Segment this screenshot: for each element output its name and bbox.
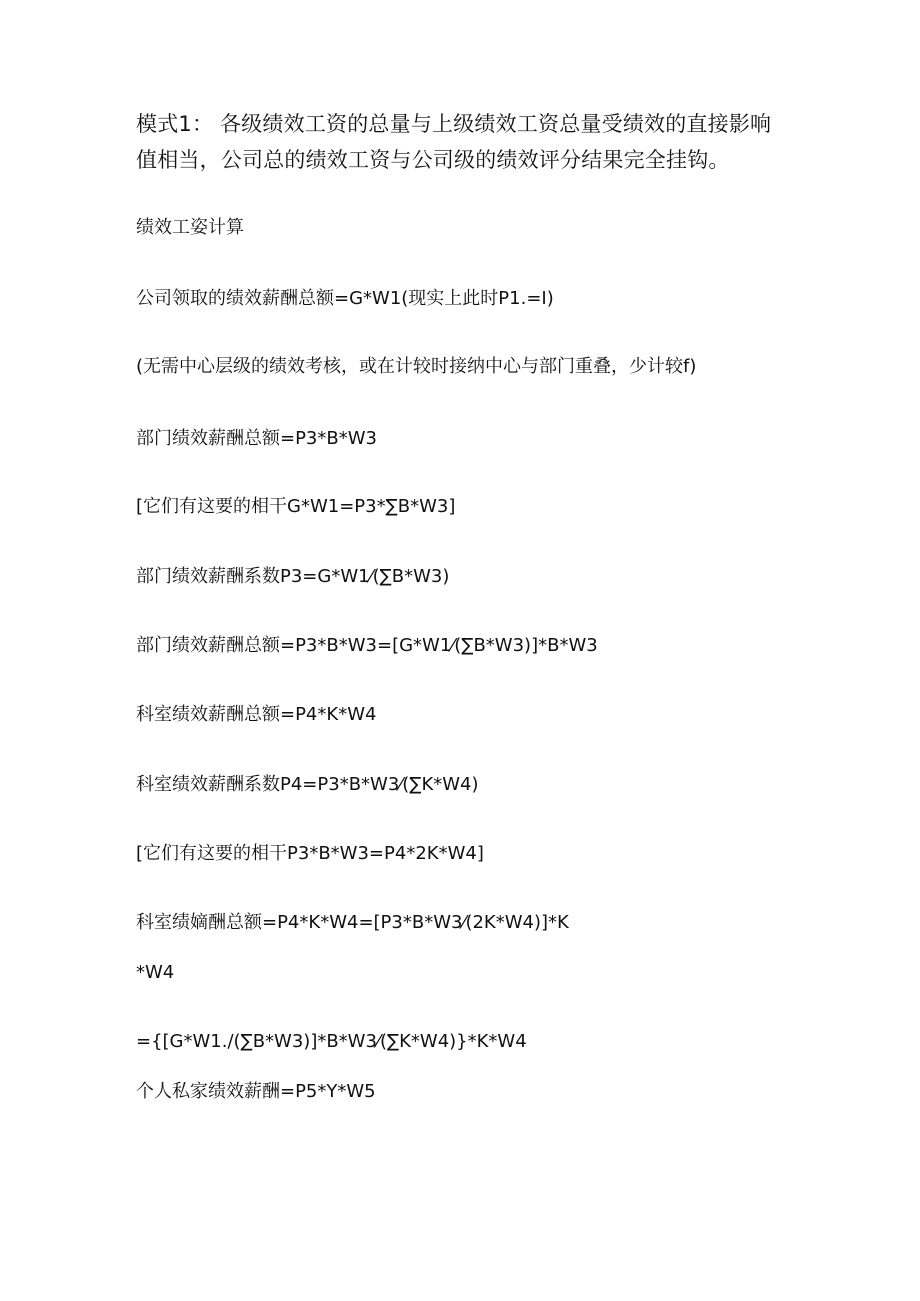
formula-line: 部门绩效薪酬系数P3=G*W1⁄(∑B*W3)	[136, 566, 450, 587]
formula-line: 公司领取的绩效薪酬总额=G*W1(现实上此时P1.=I)	[136, 288, 554, 309]
intro-line-2: 值相当，公司总的绩效工资与公司级的绩效评分结果完全挂钩。	[136, 148, 730, 172]
formula-line: 科室绩嫡酬总额=P4*K*W4=[P3*B*W3⁄(2K*W4)]*K	[136, 912, 569, 933]
formula-line: ={[G*W1./(∑B*W3)]*B*W3⁄(∑K*W4)}*K*W4	[136, 1031, 527, 1052]
section-heading: 绩效工姿计算	[136, 217, 244, 238]
formula-line: [它们有这要的相干G*W1=P3*∑B*W3]	[136, 496, 456, 517]
intro-paragraph	[136, 106, 796, 178]
formula-line: 部门绩效薪酬总额=P3*B*W3=[G*W1⁄(∑B*W3)]*B*W3	[136, 635, 598, 656]
formula-line: (无需中心层级的绩效考核，或在计较时接纳中心与部门重叠，少计较f)	[136, 356, 697, 377]
formula-line: *W4	[136, 962, 175, 983]
formula-line: 科室绩效薪酬总额=P4*K*W4	[136, 704, 377, 725]
intro-line-1: 模式1： 各级绩效工资的总量与上级绩效工资总量受绩效的直接影响	[136, 112, 772, 136]
formula-line: [它们有这要的相干P3*B*W3=P4*2K*W4]	[136, 843, 484, 864]
formula-line: 科室绩效薪酬系数P4=P3*B*W3⁄(∑K*W4)	[136, 774, 479, 795]
formula-line: 个人私家绩效薪酬=P5*Y*W5	[136, 1081, 376, 1102]
formula-line: 部门绩效薪酬总额=P3*B*W3	[136, 428, 377, 449]
